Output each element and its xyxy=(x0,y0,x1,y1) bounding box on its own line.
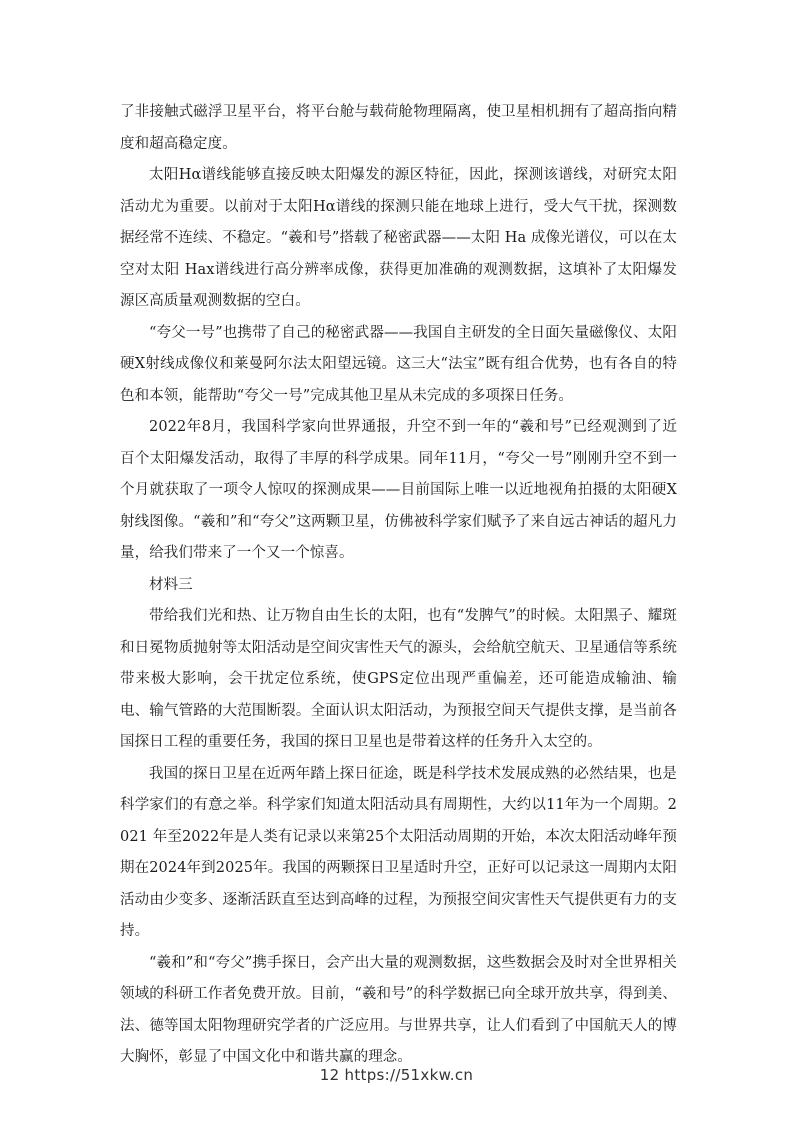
paragraph: 了非接触式磁浮卫星平台，将平台舱与载荷舱物理隔离，使卫星相机拥有了超高指向精度和超高稳定度。 xyxy=(120,104,677,152)
paragraph: 太阳Hα谱线能够直接反映太阳爆发的源区特征，因此，探测该谱线，对研究太阳活动尤为重要。以前对于太阳Hα谱线的探测只能在地球上进行，受大气干扰，探测数据经常不连续、不稳定。“羲和号”搭载了秘密武器——太阳 Ha 成像光谱仪，可以在太空对太阳 Hax谱线进行高分辨率成像，获得更加准确的观测数据，这填补了太阳爆发源区高质量观测数据的空白。 xyxy=(120,167,677,309)
paragraph: 2022年8月，我国科学家向世界通报，升空不到一年的“羲和号”已经观测到了近百个太阳爆发活动，取得了丰厚的科学成果。同年11月，“夸父一号”刚刚升空不到一个月就获取了一项令人惊叹的探测成果——目前国际上唯一以近地视角拍摄的太阳硬X射线图像。“羲和”和“夸父”这两颗卫星，仿佛被科学家们赋予了来自远古神话的超凡力量，给我们带来了一个又一个惊喜。 xyxy=(120,419,677,561)
paragraph: “夸父一号”也携带了自己的秘密武器——我国自主研发的全日面矢量磁像仪、太阳硬X射线成像仪和莱曼阿尔法太阳望远镜。这三大“法宝”既有组合优势，也有各自的特色和本领，能帮助“夸父一号”完成其他卫星从未完成的多项探日任务。 xyxy=(120,324,677,404)
paragraph: 带给我们光和热、让万物自由生长的太阳，也有“发脾气”的时候。太阳黑子、耀斑和日冕物质抛射等太阳活动是空间灾害性天气的源头，会给航空航天、卫星通信等系统带来极大影响，会干扰定位系统，使GPS定位出现严重偏差，还可能造成输油、输电、输气管路的大范围断裂。全面认识太阳活动，为预报空间天气提供支撑，是当前各国探日工程的重要任务，我国的探日卫星也是带着这样的任务升入太空的。 xyxy=(120,608,677,750)
section-heading: 材料三 xyxy=(149,576,193,593)
page-footer: 12 https://51xkw.cn xyxy=(319,1066,474,1084)
paragraph: 我国的探日卫星在近两年踏上探日征途，既是科学技术发展成熟的必然结果，也是科学家们的有意之举。科学家们知道太阳活动具有周期性，大约以11年为一个周期。2021 年至2022年是人类有记录以来第25个太阳活动周期的开始，本次太阳活动峰年预期在2024年到2025年。我国的两颗探日卫星适时升空，正好可以记录这一周期内太阳活动由少变多、逐渐活跃直至达到高峰的过程，为预报空间灾害性天气提供更有力的支持。 xyxy=(120,765,677,939)
paragraph: “羲和”和“夸父”携手探日，会产出大量的观测数据，这些数据会及时对全世界相关领域的科研工作者免费开放。目前，“羲和号”的科学数据已向全球开放共享，得到美、法、德等国太阳物理研究学者的广泛应用。与世界共享，让人们看到了中国航天人的博大胸怀，彰显了中国文化中和谐共赢的理念。 xyxy=(120,954,677,1065)
document-body xyxy=(120,97,677,1074)
